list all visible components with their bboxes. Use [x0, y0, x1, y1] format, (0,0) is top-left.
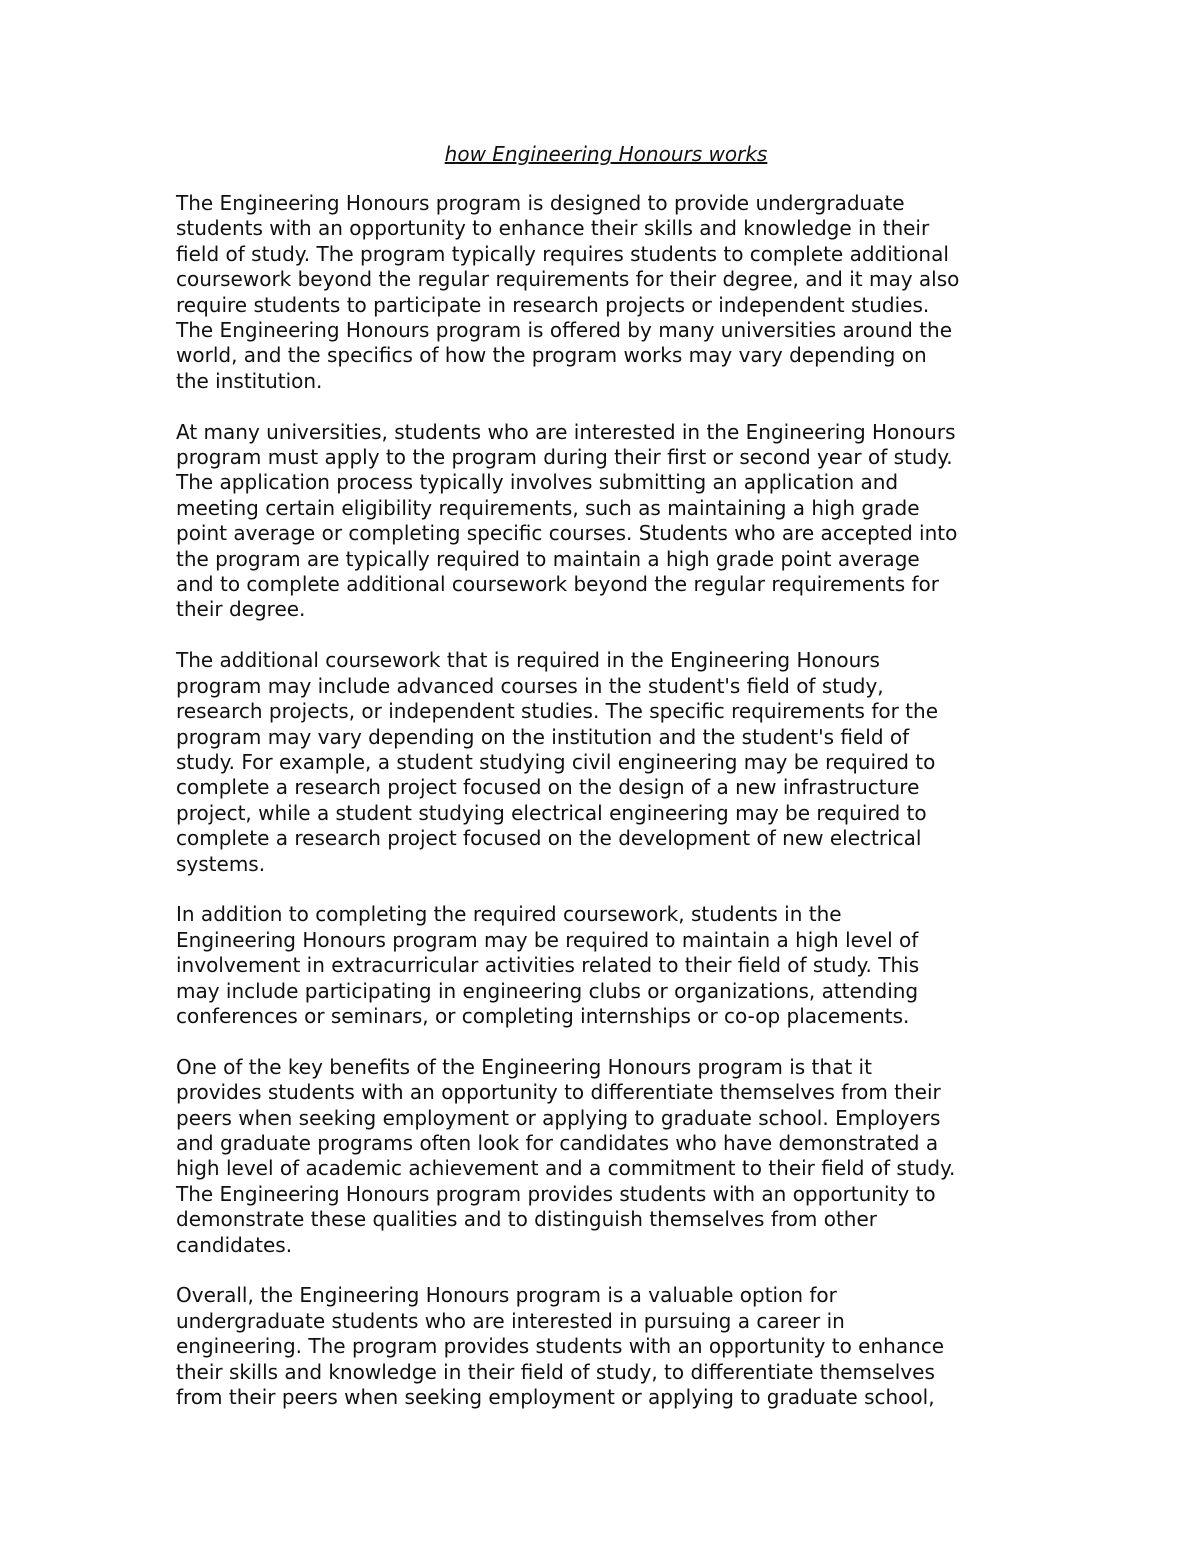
text-line: world, and the specifics of how the program works may vary depending on	[176, 343, 927, 368]
document-title: how Engineering Honours works	[444, 142, 768, 166]
text-line: peers when seeking employment or applying to graduate school. Employers	[176, 1105, 941, 1130]
document-page	[176, 140, 1036, 1436]
text-line: high level of academic achievement and a commitment to their field of study.	[176, 1156, 956, 1181]
text-line: Overall, the Engineering Honours program is a valuable option for	[176, 1283, 837, 1308]
text-line: field of study. The program typically requires students to complete additional	[176, 241, 949, 266]
text-line: coursework beyond the regular requirements for their degree, and it may also	[176, 267, 960, 292]
text-line: and to complete additional coursework beyond the regular requirements for	[176, 572, 940, 597]
paragraph	[176, 420, 1036, 623]
text-line: program may include advanced courses in the student's field of study,	[176, 673, 884, 698]
text-line: undergraduate students who are interested in pursuing a career in	[176, 1308, 845, 1333]
text-line: meeting certain eligibility requirements, such as maintaining a high grade	[176, 495, 920, 520]
text-line: candidates.	[176, 1232, 293, 1257]
text-line: conferences or seminars, or completing internships or co-op placements.	[176, 1003, 910, 1028]
text-line: provides students with an opportunity to differentiate themselves from their	[176, 1080, 941, 1105]
document-body	[176, 191, 1036, 1410]
text-line: complete a research project focused on the development of new electrical	[176, 826, 922, 851]
text-line: complete a research project focused on the design of a new infrastructure	[176, 775, 920, 800]
paragraph	[176, 191, 1036, 394]
text-line: program may vary depending on the institution and the student's field of	[176, 724, 910, 749]
text-line: demonstrate these qualities and to distinguish themselves from other	[176, 1207, 877, 1232]
text-line: engineering. The program provides students with an opportunity to enhance	[176, 1334, 945, 1359]
text-line: require students to participate in research projects or independent studies.	[176, 292, 930, 317]
text-line: and graduate programs often look for candidates who have demonstrated a	[176, 1130, 939, 1155]
text-line: their skills and knowledge in their field of study, to differentiate themselves	[176, 1359, 935, 1384]
text-line: systems.	[176, 851, 266, 876]
paragraph	[176, 648, 1036, 877]
text-line: At many universities, students who are interested in the Engineering Honours	[176, 419, 956, 444]
text-line: The Engineering Honours program is designed to provide undergraduate	[176, 191, 905, 215]
paragraph	[176, 1283, 1036, 1410]
text-line: involvement in extracurricular activities related to their field of study. This	[176, 953, 920, 978]
text-line: The application process typically involves submitting an application and	[176, 470, 899, 495]
paragraph	[176, 1055, 1036, 1258]
text-line: research projects, or independent studies. The specific requirements for the	[176, 699, 939, 724]
text-line: their degree.	[176, 597, 306, 622]
text-line: The Engineering Honours program provides students with an opportunity to	[176, 1181, 936, 1206]
paragraph	[176, 902, 1036, 1029]
text-line: point average or completing specific courses. Students who are accepted into	[176, 521, 958, 546]
text-line: program must apply to the program during their first or second year of study.	[176, 445, 953, 470]
text-line: the program are typically required to maintain a high grade point average	[176, 546, 920, 571]
text-line: from their peers when seeking employment or applying to graduate school,	[176, 1385, 935, 1410]
text-line: project, while a student studying electrical engineering may be required to	[176, 800, 927, 825]
text-line: In addition to completing the required coursework, students in the	[176, 902, 842, 927]
text-line: One of the key benefits of the Engineering Honours program is that it	[176, 1054, 872, 1079]
text-line: may include participating in engineering clubs or organizations, attending	[176, 978, 919, 1003]
text-line: The additional coursework that is required in the Engineering Honours	[176, 648, 880, 673]
text-line: study. For example, a student studying civil engineering may be required to	[176, 749, 936, 774]
text-line: the institution.	[176, 368, 323, 393]
text-line: The Engineering Honours program is offered by many universities around the	[176, 318, 953, 343]
text-line: Engineering Honours program may be required to maintain a high level of	[176, 927, 919, 952]
text-line: students with an opportunity to enhance their skills and knowledge in their	[176, 216, 930, 241]
